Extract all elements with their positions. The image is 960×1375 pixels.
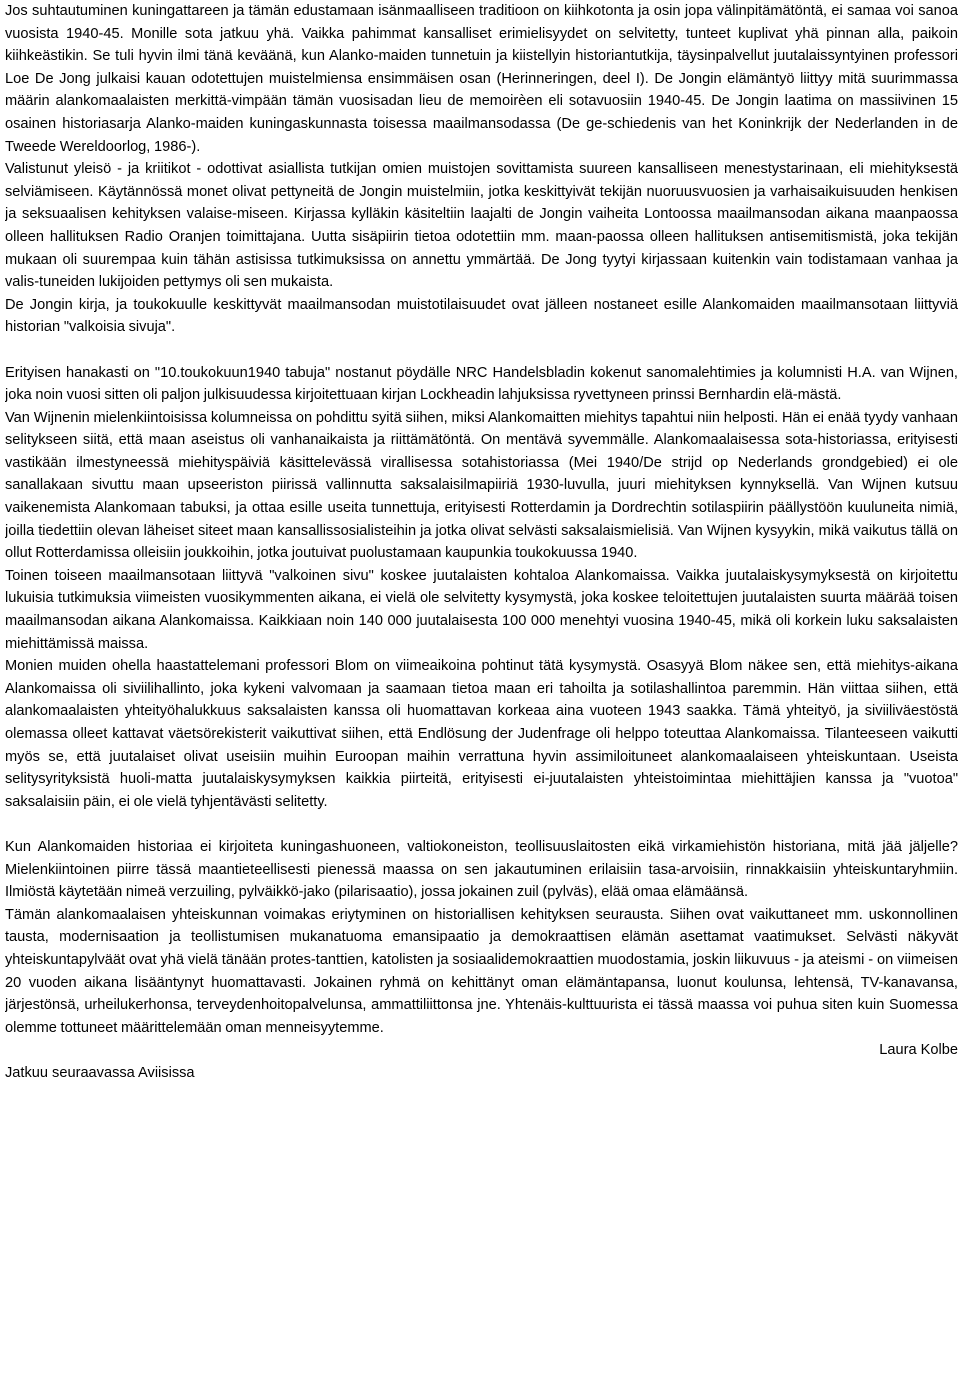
- paragraph-2: Valistunut yleisö - ja kriitikot - odottivat asiallista tutkijan omien muistojen sovittamista suureen kansalliseen menestystarinaan, eli miehityksestä selviämiseen. Käytännössä monet olivat pettyneitä de Jongin muistelmiin, jotka keskittyivät tekijän nuoruusvuosien ja varhaisaikuisuuden henkisen ja seksuaalisen kehityksen valaise-miseen. Kirjassa kylläkin käsiteltiin laajalti de Jongin vaiheita Lontoossa maailmansodan aikana maanpaossa olleen hallituksen Radio Oranjen toimittajana. Uutta sisäpiirin tietoa odotettiin mm. maan-paossa olleen hallituksen antisemitismistä, joka tekijän mukaan oli suurempaa kuin tähän astisissa tutkimuksissa on annettu ymmärtää. De Jong tyytyi kirjassaan kuitenkin vain todistamaan vanhaa ja valis-tuneiden lukijoiden pettymys oli sen mukaista.: [5, 161, 958, 291]
- paragraph-spacer: [5, 339, 958, 362]
- paragraph-1: Jos suhtautuminen kuningattareen ja tämän edustamaan isänmaalliseen traditioon on kiihkotonta ja osin jopa välinpitämätöntä, ei samaa voi sanoa vuosista 1940-45. Monille sota jatkuu yhä. Vaikka pahimmat kansalliset erimielisyydet on selvitetty, tunteet kuplivat yhä pinnan alla, paikoin kiihkeästikin. Se tuli hyvin ilmi tänä keväänä, kun Alanko-maiden tunnetuin ja kiistellyin historiantutkija, täysinpalvellut juutalaissyntyinen professori Loe De Jong julkaisi kauan odotettujen muistelmiensa ensimmäisen osan (Herinneringen, deel I). De Jongin elämäntyö liittyy mitä suurimmassa määrin alankomaalaisten merkittä-vimpään tämän vuosisadan lieu de memoirèen eli sotavuosiin 1940-45. De Jongin laatima on massiivinen 15 osainen historiasarja Alanko-maiden kuningaskunnasta toisessa maailmansodassa (De ge-schiedenis van het Koninkrijk der Nederlanden in de Tweede Wereldoorlog, 1986-).: [5, 3, 958, 155]
- paragraph-9: Tämän alankomaalaisen yhteiskunnan voimakas eriytyminen on historiallisen kehityksen seurausta. Siihen ovat vaikuttaneet mm. uskonnollinen tausta, modernisaation ja teollistumisen mukanatuoma emansipaatio ja demokraattisen elämän asettamat vaatimukset. Selvästi näkyvät yhteiskuntapylväät ovat yhä vielä tänään protes-tanttien, katolisten ja sosiaalidemokraattien muodostamia, joskin liikuvuus - ja ateismi - on viimeisen 20 vuoden aikana lisääntynyt huomattavasti. Jokainen ryhmä on kehittänyt oman elämäntapansa, luonut koulunsa, lehtensä, TV-kanavansa, järjestönsä, urheilukerhonsa, terveydenhoitopalvelunsa, ammattiliittonsa jne. Yhtenäis-kulttuurista ei tässä maassa voi puhua siten kuin Suomessa olemme tottuneet määrittelemään oman menneisyytemme.: [5, 906, 958, 1036]
- paragraph-4: Erityisen hanakasti on "10.toukokuun1940 tabuja" nostanut pöydälle NRC Handelsbladin kokenut sanomalehtimies ja kolumnisti H.A. van Wijnen, joka noin vuosi sitten oli paljon julkisuudessa kirjoitettuaan kirjan Lockheadin lahjuksissa ryvettyneen prinssi Bernhardin elä-mästä.: [5, 364, 958, 404]
- paragraph-7: Monien muiden ohella haastattelemani professori Blom on viimeaikoina pohtinut tätä kysymystä. Osasyyä Blom näkee sen, että miehitys-aikana Alankomaissa oli siviilihallinto, joka kykeni valvomaan ja saamaan tietoa maan eri tahoilta ja sotilashallintoa paremmin. Hän viittaa siihen, että alankomaalaisten yhteityöhalukkuus saksalaisten kanssa oli huomattavan korkeaa aina vuoteen 1943 saakka. Tämä yhteityö, ja siviiliväestöstä olemassa olleet kattavat väetsörekisterit vaikuttivat siihen, että Endlösung der Judenfrage oli helppo toteuttaa Alankomaissa. Tilanteeseen vaikutti myös se, että juutalaiset olivat useisiin muihin Euroopan maihin verrattuna hyvin assimiloituneet alankomaalaiseen yhteiskuntaan. Useista selitysyrityksistä huoli-matta juutalaiskysymyksen kaikkia piirteitä, erityisesti ei-juutalaisten yhteistoimintaa miehittäjien kanssa ja "vuotoa" saksalaisiin päin, ei ole vielä tyhjentävästi selitetty.: [5, 658, 958, 810]
- paragraph-5: Van Wijnenin mielenkiintoisissa kolumneissa on pohdittu syitä siihen, miksi Alankomaitten miehitys tapahtui niin helposti. Hän ei enää tyydy vanhaan selitykseen siitä, että maan aseistus oli vanhanaikaista ja riittämätöntä. On mentävä syvemmälle. Alankomaalaisessa sota-historiassa, erityisesti vastikään ilmestyneessä miehityspäiviä käsittelevässä virallisessa sotahistoriassa (Mei 1940/De strijd op Nederlands grondgebied) ei ole sanallakaan sivuttu maan upseeriston piirissä vallinnutta saksalaisilmapiiriä 1930-luvulla, juuri miehityksen kynnyksellä. Van Wijnen kutsuu vaikenemista Alankomaan tabuksi, ja ottaa esille useita tunnettuja, erityisesti Rotterdamin ja Dordrechtin sotilaspiirin päällystöön kuuluneita nimiä, joilla tiedettiin olevan läheiset siteet maan kansallissosialisteihin ja jotka olivat selvästi saksalaismielisiä. Van Wijnen kysyykin, mikä vaikutus tällä on ollut Rotterdamissa olleisiin joukkoihin, jotka joutuivat puolustamaan kaupunkia toukokuussa 1940.: [5, 409, 958, 562]
- author-signature: Laura Kolbe: [879, 1042, 958, 1059]
- paragraph-3: De Jongin kirja, ja toukokuulle keskittyvät maailmansodan muistotilaisuudet ovat jälleen nostaneet esille Alankomaiden maailmansotaan liittyviä historian "valkoisia sivuja".: [5, 296, 958, 336]
- paragraph-spacer: [5, 813, 958, 836]
- continuation-note: Jatkuu seuraavassa Aviisissa: [5, 1064, 195, 1081]
- paragraph-8: Kun Alankomaiden historiaa ei kirjoiteta kuningashuoneen, valtiokoneiston, teollisuuslaitosten eikä virkamiehistön historiana, mitä jää jäljelle? Mielenkiintoinen piirre tässä maantieteellisesti pienessä maassa on sen jakautuminen erilaisiin tasa-arvoisiin, rinnakkaisiin yhteiskuntaryhmiin. Ilmiöstä käytetään nimeä verzuiling, pylväikkö-jako (pilarisaatio), jossa jokainen zuil (pylväs), elää omaa elämäänsä.: [5, 838, 958, 901]
- paragraph-6: Toinen toiseen maailmansotaan liittyvä "valkoinen sivu" koskee juutalaisten kohtaloa Alankomaissa. Vaikka juutalaiskysymyksestä on kirjoitettu lukuisia tutkimuksia viimeisten vuosikymmenten aikana, ei vielä ole selvitetty kysymystä, joka koskee teloitettujen juutalaisten suurta määrää toisen maailmansodan aikana Alankomaissa. Kaikkiaan noin 140 000 juutalaisesta 100 000 menehtyi vuosina 1940-45, mikä oli korkein luku saksalaisten miehittämissä maissa.: [5, 567, 958, 652]
- document-page: [5, 0, 958, 1375]
